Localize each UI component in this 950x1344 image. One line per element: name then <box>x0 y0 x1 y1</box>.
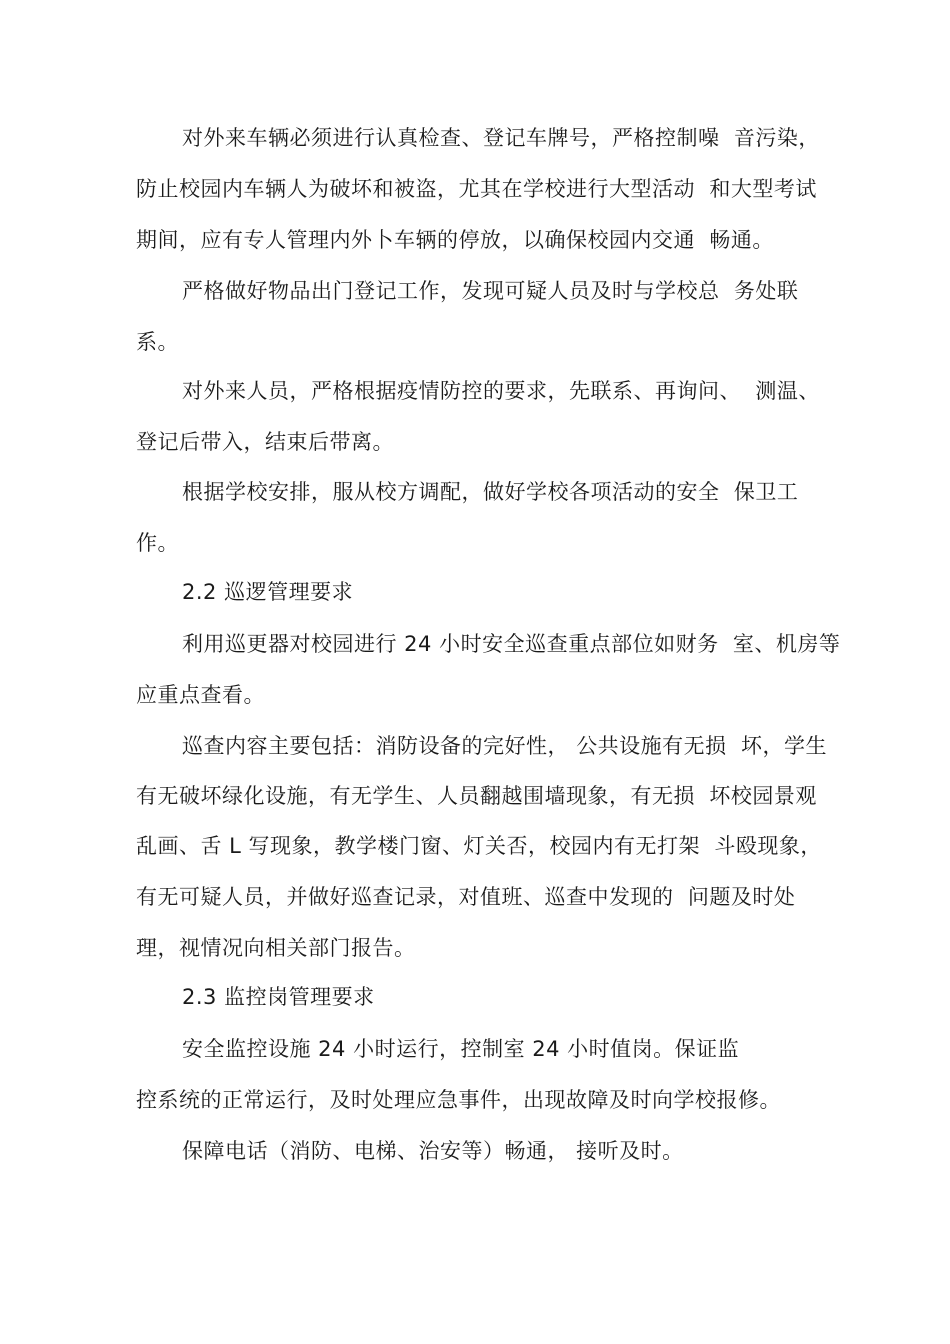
body-line-15: 乱画、舌 L 写现象，教学楼门窗、灯关否，校园内有无打架 斗殴现象， <box>136 834 822 858</box>
body-line-16: 有无可疑人员，并做好巡查记录，对值班、巡查中发现的 问题及时处 <box>136 885 796 909</box>
body-line-12: 应重点查看。 <box>136 683 265 707</box>
body-line-8: 根据学校安排，服从校方调配，做好学校各项活动的安全 保卫工 <box>182 480 799 504</box>
body-line-6: 对外来人员，严格根据疫情防控的要求，先联系、再询问、 测温、 <box>182 379 820 403</box>
body-line-9: 作。 <box>136 531 179 555</box>
body-line-3: 期间，应有专人管理内外卜车辆的停放，以确保校园内交通 畅通。 <box>136 228 774 252</box>
body-line-5: 系。 <box>136 330 179 354</box>
body-line-7: 登记后带入，结束后带离。 <box>136 430 394 454</box>
body-line-13: 巡查内容主要包括：消防设备的完好性， 公共设施有无损 坏，学生 <box>182 734 828 758</box>
section-heading-2-2: 2.2 巡逻管理要求 <box>182 580 354 604</box>
body-line-19: 安全监控设施 24 小时运行，控制室 24 小时值岗。保证监 <box>182 1037 740 1061</box>
body-line-4: 严格做好物品出门登记工作，发现可疑人员及时与学校总 务处联 <box>182 279 799 303</box>
body-line-1: 对外来车辆必须进行认真检查、登记车牌号，严格控制噪 音污染， <box>182 126 820 150</box>
body-line-14: 有无破坏绿化设施，有无学生、人员翻越围墙现象，有无损 坏校园景观 <box>136 784 817 808</box>
body-line-17: 理，视情况向相关部门报告。 <box>136 936 416 960</box>
body-line-21: 保障电话（消防、电梯、治安等）畅通， 接听及时。 <box>182 1139 684 1163</box>
body-line-20: 控系统的正常运行，及时处理应急事件，出现故障及时向学校报修。 <box>136 1088 781 1112</box>
section-heading-2-3: 2.3 监控岗管理要求 <box>182 985 375 1009</box>
body-line-2: 防止校园内车辆人为破坏和被盗，尤其在学校进行大型活动 和大型考试 <box>136 177 817 201</box>
body-line-11: 利用巡更器对校园进行 24 小时安全巡查重点部位如财务 室、机房等 <box>182 632 841 656</box>
